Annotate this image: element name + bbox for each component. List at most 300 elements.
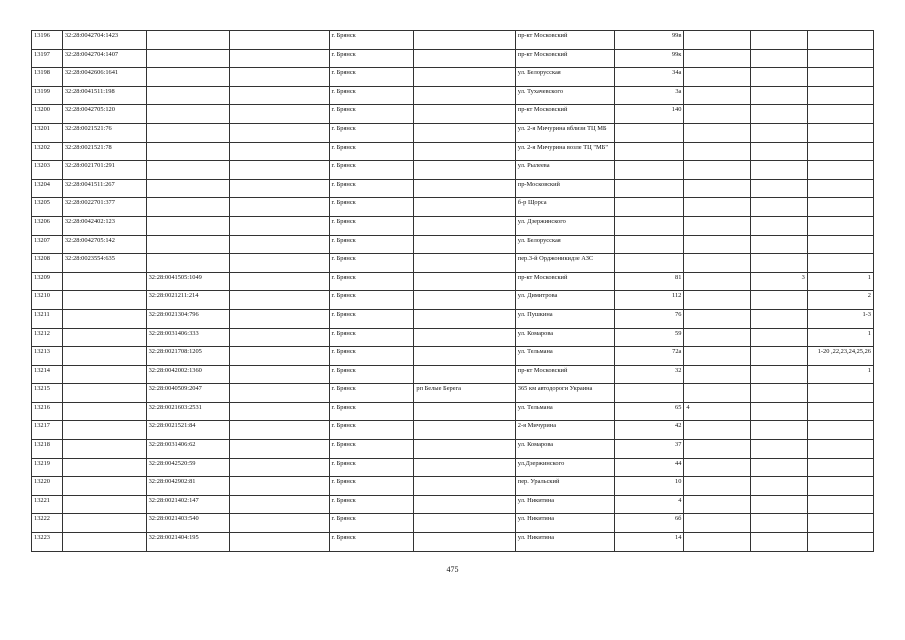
cell-row-number: 13211 [32, 309, 63, 328]
cell-apartment [807, 440, 873, 459]
cell-row-number: 13199 [32, 86, 63, 105]
cell-structure [750, 458, 807, 477]
cell-cadastral-number-b [146, 235, 230, 254]
cell-street: ул. Никитина [515, 495, 614, 514]
cell-cadastral-number-a: 32:28:0023554:635 [62, 254, 146, 273]
table-row [32, 86, 874, 105]
cell-cadastral-number-a: 32:28:0041511:267 [62, 179, 146, 198]
table-row [32, 495, 874, 514]
cell-cadastral-number-a: 32:28:0021701:291 [62, 161, 146, 180]
cell-row-number: 13217 [32, 421, 63, 440]
cell-structure [750, 31, 807, 50]
table-row [32, 254, 874, 273]
cell-building [684, 254, 750, 273]
cell-city: г. Брянск [329, 68, 414, 87]
table-row [32, 142, 874, 161]
cell-cadastral-number-a [62, 495, 146, 514]
cell-settlement [414, 235, 515, 254]
cell-building [684, 68, 750, 87]
table-row [32, 235, 874, 254]
cell-cadastral-number-a: 32:28:0021521:78 [62, 142, 146, 161]
cell-row-number: 13206 [32, 216, 63, 235]
cell-cadastral-number-a [62, 347, 146, 366]
cell-city: г. Брянск [329, 161, 414, 180]
cell-building [684, 272, 750, 291]
cell-house: 140 [614, 105, 683, 124]
cell-city: г. Брянск [329, 402, 414, 421]
cell-settlement [414, 328, 515, 347]
cell-street: пр-кт Московский [515, 105, 614, 124]
cell-empty-col [230, 123, 329, 142]
cell-city: г. Брянск [329, 142, 414, 161]
cell-building [684, 514, 750, 533]
cell-cadastral-number-b [146, 198, 230, 217]
cell-cadastral-number-b [146, 179, 230, 198]
cell-street: ул. 2-я Мичурина вблизи ТЦ МБ [515, 123, 614, 142]
cell-cadastral-number-b: 32:28:0031406:62 [146, 440, 230, 459]
cell-cadastral-number-b [146, 254, 230, 273]
cell-building: 4 [684, 402, 750, 421]
cell-city: г. Брянск [329, 477, 414, 496]
registry-table [31, 30, 874, 552]
cell-apartment [807, 235, 873, 254]
cell-building [684, 477, 750, 496]
table-row [32, 309, 874, 328]
cell-city: г. Брянск [329, 216, 414, 235]
cell-cadastral-number-b: 32:28:0021304:796 [146, 309, 230, 328]
cell-apartment [807, 477, 873, 496]
cell-structure [750, 514, 807, 533]
cell-house [614, 198, 683, 217]
cell-cadastral-number-b [146, 86, 230, 105]
cell-structure [750, 142, 807, 161]
table-row [32, 440, 874, 459]
cell-row-number: 13218 [32, 440, 63, 459]
cell-row-number: 13212 [32, 328, 63, 347]
cell-house: 72а [614, 347, 683, 366]
cell-apartment [807, 458, 873, 477]
cell-empty-col [230, 216, 329, 235]
cell-city: г. Брянск [329, 198, 414, 217]
cell-city: г. Брянск [329, 328, 414, 347]
cell-settlement [414, 86, 515, 105]
table-row [32, 514, 874, 533]
cell-settlement [414, 179, 515, 198]
cell-empty-col [230, 421, 329, 440]
cell-cadastral-number-a: 32:28:0042402:123 [62, 216, 146, 235]
cell-empty-col [230, 402, 329, 421]
cell-street: ул. Тухачевского [515, 86, 614, 105]
cell-street: ул. Дзержинского [515, 216, 614, 235]
cell-building [684, 235, 750, 254]
cell-empty-col [230, 31, 329, 50]
cell-empty-col [230, 235, 329, 254]
cell-cadastral-number-a [62, 365, 146, 384]
cell-street: пер. Уральский [515, 477, 614, 496]
cell-settlement [414, 458, 515, 477]
cell-settlement [414, 440, 515, 459]
cell-empty-col [230, 272, 329, 291]
table-row [32, 105, 874, 124]
cell-city: г. Брянск [329, 347, 414, 366]
cell-apartment: 2 [807, 291, 873, 310]
cell-street: пр-кт Московский [515, 365, 614, 384]
cell-empty-col [230, 161, 329, 180]
cell-street: ул. Белорусская [515, 235, 614, 254]
cell-building [684, 31, 750, 50]
cell-apartment [807, 533, 873, 552]
cell-cadastral-number-b [146, 31, 230, 50]
cell-apartment: 1-3 [807, 309, 873, 328]
cell-house: 10 [614, 477, 683, 496]
table-row [32, 477, 874, 496]
cell-street: ул. Пушкина [515, 309, 614, 328]
cell-empty-col [230, 198, 329, 217]
cell-cadastral-number-a: 32:28:0041511:198 [62, 86, 146, 105]
cell-structure: 3 [750, 272, 807, 291]
cell-building [684, 216, 750, 235]
cell-cadastral-number-a: 32:28:0042705:142 [62, 235, 146, 254]
cell-city: г. Брянск [329, 514, 414, 533]
cell-cadastral-number-a [62, 328, 146, 347]
cell-structure [750, 440, 807, 459]
cell-cadastral-number-a: 32:28:0022701:377 [62, 198, 146, 217]
cell-building [684, 533, 750, 552]
cell-apartment: 1 [807, 365, 873, 384]
cell-settlement [414, 272, 515, 291]
cell-cadastral-number-a [62, 384, 146, 403]
cell-row-number: 13219 [32, 458, 63, 477]
cell-apartment [807, 216, 873, 235]
cell-cadastral-number-a: 32:28:0042704:1407 [62, 49, 146, 68]
cell-apartment [807, 384, 873, 403]
cell-cadastral-number-b: 32:28:0021211:214 [146, 291, 230, 310]
cell-cadastral-number-b [146, 68, 230, 87]
cell-cadastral-number-a [62, 291, 146, 310]
cell-house: 6б [614, 514, 683, 533]
cell-empty-col [230, 291, 329, 310]
cell-apartment [807, 123, 873, 142]
cell-structure [750, 365, 807, 384]
cell-building [684, 347, 750, 366]
cell-structure [750, 328, 807, 347]
cell-apartment [807, 421, 873, 440]
cell-structure [750, 68, 807, 87]
cell-apartment [807, 86, 873, 105]
cell-empty-col [230, 458, 329, 477]
table-row [32, 123, 874, 142]
table-row [32, 365, 874, 384]
cell-row-number: 13204 [32, 179, 63, 198]
cell-row-number: 13202 [32, 142, 63, 161]
cell-cadastral-number-a: 32:28:0021521:76 [62, 123, 146, 142]
cell-row-number: 13197 [32, 49, 63, 68]
cell-settlement [414, 514, 515, 533]
page-number: 475 [446, 565, 459, 574]
cell-street: пр-кт Московский [515, 49, 614, 68]
cell-apartment: 1 [807, 272, 873, 291]
cell-row-number: 13201 [32, 123, 63, 142]
cell-street: ул. Комарова [515, 328, 614, 347]
table-row [32, 68, 874, 87]
table-row [32, 216, 874, 235]
cell-building [684, 365, 750, 384]
cell-street: ул. Комарова [515, 440, 614, 459]
cell-city: г. Брянск [329, 272, 414, 291]
cell-building [684, 328, 750, 347]
cell-row-number: 13205 [32, 198, 63, 217]
cell-row-number: 13220 [32, 477, 63, 496]
cell-apartment: 1 [807, 328, 873, 347]
cell-building [684, 458, 750, 477]
cell-house: 112 [614, 291, 683, 310]
cell-settlement [414, 161, 515, 180]
cell-cadastral-number-b [146, 123, 230, 142]
cell-house [614, 123, 683, 142]
cell-city: г. Брянск [329, 31, 414, 50]
cell-empty-col [230, 142, 329, 161]
cell-row-number: 13196 [32, 31, 63, 50]
cell-street: пер.3-й Орджоникидзе АЗС [515, 254, 614, 273]
cell-cadastral-number-b [146, 49, 230, 68]
cell-cadastral-number-a [62, 458, 146, 477]
cell-apartment [807, 161, 873, 180]
cell-apartment [807, 105, 873, 124]
cell-house: 3а [614, 86, 683, 105]
cell-cadastral-number-b: 32:28:0042520:59 [146, 458, 230, 477]
cell-empty-col [230, 86, 329, 105]
cell-empty-col [230, 49, 329, 68]
cell-empty-col [230, 254, 329, 273]
cell-settlement [414, 198, 515, 217]
cell-house: 76 [614, 309, 683, 328]
cell-city: г. Брянск [329, 533, 414, 552]
cell-empty-col [230, 477, 329, 496]
cell-city: г. Брянск [329, 86, 414, 105]
cell-settlement [414, 533, 515, 552]
cell-cadastral-number-b: 32:28:0031406:333 [146, 328, 230, 347]
cell-structure [750, 309, 807, 328]
cell-house: 44 [614, 458, 683, 477]
cell-house: 59 [614, 328, 683, 347]
table-row [32, 291, 874, 310]
cell-building [684, 161, 750, 180]
cell-structure [750, 179, 807, 198]
cell-city: г. Брянск [329, 495, 414, 514]
cell-settlement [414, 365, 515, 384]
cell-settlement [414, 216, 515, 235]
cell-cadastral-number-b [146, 142, 230, 161]
cell-cadastral-number-a: 32:28:0042705:120 [62, 105, 146, 124]
cell-apartment: 1-20 ,22,23,24,25,26 [807, 347, 873, 366]
cell-cadastral-number-b: 32:28:0041505:1049 [146, 272, 230, 291]
cell-building [684, 440, 750, 459]
table-row [32, 31, 874, 50]
cell-settlement [414, 123, 515, 142]
cell-street: ул. Тельмана [515, 402, 614, 421]
cell-empty-col [230, 440, 329, 459]
cell-street: ул. Никитина [515, 533, 614, 552]
cell-empty-col [230, 533, 329, 552]
cell-row-number: 13209 [32, 272, 63, 291]
cell-building [684, 86, 750, 105]
cell-structure [750, 421, 807, 440]
cell-house: 81 [614, 272, 683, 291]
cell-house: 34а [614, 68, 683, 87]
cell-city: г. Брянск [329, 384, 414, 403]
cell-city: г. Брянск [329, 440, 414, 459]
cell-building [684, 495, 750, 514]
cell-apartment [807, 254, 873, 273]
cell-city: г. Брянск [329, 254, 414, 273]
cell-street: ул. 2-я Мичурина возле ТЦ "МБ" [515, 142, 614, 161]
cell-apartment [807, 402, 873, 421]
cell-empty-col [230, 309, 329, 328]
cell-cadastral-number-a [62, 477, 146, 496]
cell-cadastral-number-b: 32:28:0021403:540 [146, 514, 230, 533]
cell-building [684, 105, 750, 124]
cell-cadastral-number-a [62, 533, 146, 552]
cell-settlement [414, 142, 515, 161]
cell-structure [750, 49, 807, 68]
cell-cadastral-number-b: 32:28:0021708:1205 [146, 347, 230, 366]
cell-settlement [414, 495, 515, 514]
cell-city: г. Брянск [329, 291, 414, 310]
cell-settlement [414, 402, 515, 421]
cell-building [684, 309, 750, 328]
cell-settlement [414, 49, 515, 68]
cell-empty-col [230, 68, 329, 87]
cell-cadastral-number-a [62, 514, 146, 533]
cell-structure [750, 347, 807, 366]
cell-cadastral-number-a [62, 440, 146, 459]
cell-apartment [807, 31, 873, 50]
cell-cadastral-number-b: 32:28:0042902:81 [146, 477, 230, 496]
cell-cadastral-number-a [62, 272, 146, 291]
cell-cadastral-number-b: 32:28:0021521:84 [146, 421, 230, 440]
cell-street: ул. Тельмана [515, 347, 614, 366]
cell-street: ул. Белорусская [515, 68, 614, 87]
cell-cadastral-number-a: 32:28:0042606:1641 [62, 68, 146, 87]
cell-street: ул. Рылеева [515, 161, 614, 180]
cell-city: г. Брянск [329, 123, 414, 142]
cell-settlement [414, 68, 515, 87]
cell-cadastral-number-b [146, 105, 230, 124]
cell-structure [750, 235, 807, 254]
cell-house: 99к [614, 49, 683, 68]
cell-house [614, 216, 683, 235]
cell-house: 65 [614, 402, 683, 421]
cell-cadastral-number-b: 32:28:0021404:195 [146, 533, 230, 552]
cell-row-number: 13203 [32, 161, 63, 180]
table-row [32, 272, 874, 291]
cell-settlement: рп Белые Берега [414, 384, 515, 403]
cell-cadastral-number-b [146, 216, 230, 235]
cell-settlement [414, 31, 515, 50]
cell-apartment [807, 49, 873, 68]
cell-row-number: 13215 [32, 384, 63, 403]
cell-apartment [807, 514, 873, 533]
cell-house [614, 384, 683, 403]
cell-cadastral-number-b: 32:28:0040509:2047 [146, 384, 230, 403]
cell-street: ул. Димитрова [515, 291, 614, 310]
cell-structure [750, 291, 807, 310]
table-row [32, 328, 874, 347]
cell-house: 14 [614, 533, 683, 552]
cell-structure [750, 495, 807, 514]
cell-settlement [414, 421, 515, 440]
cell-cadastral-number-a [62, 309, 146, 328]
cell-apartment [807, 495, 873, 514]
cell-city: г. Брянск [329, 309, 414, 328]
cell-apartment [807, 179, 873, 198]
cell-house [614, 142, 683, 161]
cell-house: 99в [614, 31, 683, 50]
cell-structure [750, 254, 807, 273]
cell-house [614, 254, 683, 273]
cell-building [684, 384, 750, 403]
table-row [32, 402, 874, 421]
cell-house [614, 161, 683, 180]
cell-empty-col [230, 328, 329, 347]
cell-city: г. Брянск [329, 179, 414, 198]
cell-building [684, 179, 750, 198]
cell-street: пр-кт Московский [515, 272, 614, 291]
cell-apartment [807, 142, 873, 161]
cell-structure [750, 477, 807, 496]
cell-row-number: 13198 [32, 68, 63, 87]
cell-house: 42 [614, 421, 683, 440]
cell-street: пр-кт Московский [515, 31, 614, 50]
cell-cadastral-number-a [62, 421, 146, 440]
cell-settlement [414, 105, 515, 124]
cell-row-number: 13214 [32, 365, 63, 384]
cell-cadastral-number-b [146, 161, 230, 180]
cell-row-number: 13213 [32, 347, 63, 366]
cell-cadastral-number-a [62, 402, 146, 421]
cell-building [684, 421, 750, 440]
cell-structure [750, 161, 807, 180]
cell-city: г. Брянск [329, 365, 414, 384]
cell-cadastral-number-b: 32:28:0021402:147 [146, 495, 230, 514]
table-row [32, 421, 874, 440]
cell-empty-col [230, 514, 329, 533]
cell-empty-col [230, 384, 329, 403]
table-row [32, 533, 874, 552]
cell-row-number: 13223 [32, 533, 63, 552]
cell-apartment [807, 68, 873, 87]
cell-structure [750, 384, 807, 403]
cell-settlement [414, 477, 515, 496]
cell-street: 2-я Мичурина [515, 421, 614, 440]
cell-house: 4 [614, 495, 683, 514]
cell-settlement [414, 347, 515, 366]
cell-settlement [414, 254, 515, 273]
table-row [32, 347, 874, 366]
cell-structure [750, 216, 807, 235]
cell-empty-col [230, 365, 329, 384]
cell-row-number: 13210 [32, 291, 63, 310]
cell-settlement [414, 309, 515, 328]
cell-house: 37 [614, 440, 683, 459]
cell-apartment [807, 198, 873, 217]
cell-empty-col [230, 105, 329, 124]
table-body [32, 31, 874, 552]
cell-building [684, 123, 750, 142]
cell-street: б-р Щорса [515, 198, 614, 217]
cell-row-number: 13207 [32, 235, 63, 254]
cell-structure [750, 533, 807, 552]
